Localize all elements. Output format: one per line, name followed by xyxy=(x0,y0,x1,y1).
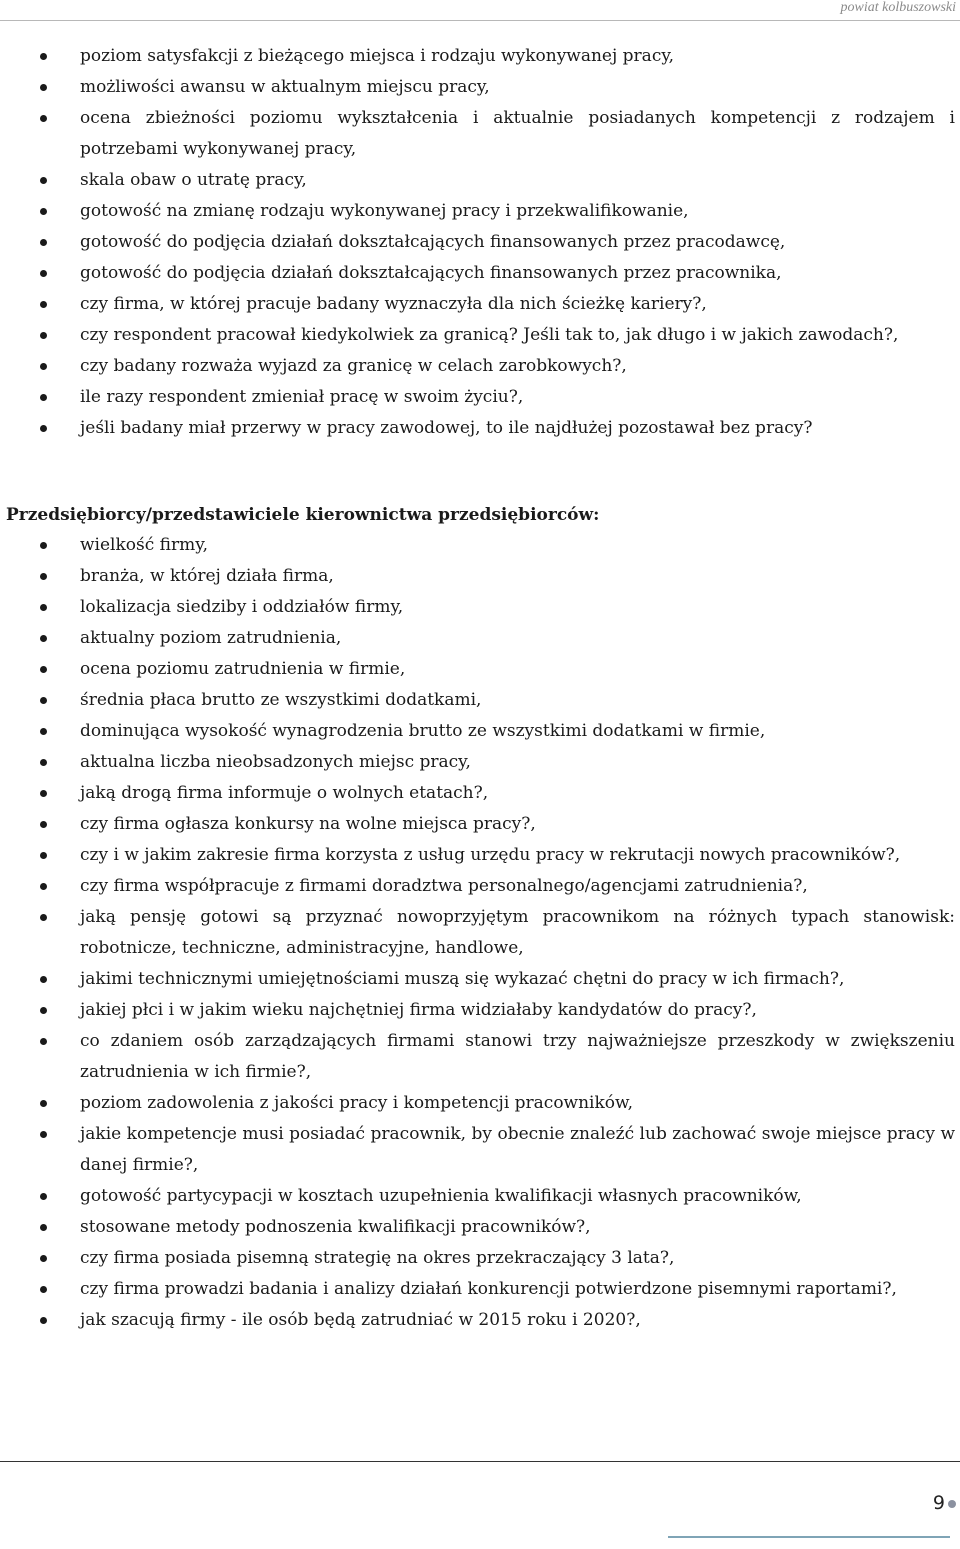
list-item: skala obaw o utratę pracy, xyxy=(0,165,955,196)
list-item: możliwości awansu w aktualnym miejscu pracy, xyxy=(0,72,955,103)
list-item: jaką pensję gotowi są przyznać nowoprzyjętym pracownikom na różnych typach stanowisk: robotnicze, techniczne, administracyjne, handlowe, xyxy=(0,902,955,964)
list-item: jaką drogą firma informuje o wolnych etatach?, xyxy=(0,778,955,809)
list-item: czy firma posiada pisemną strategię na okres przekraczający 3 lata?, xyxy=(0,1243,955,1274)
list-item: czy firma, w której pracuje badany wyznaczyła dla nich ścieżkę kariery?, xyxy=(0,289,955,320)
header-divider xyxy=(0,20,960,21)
list-item: jakie kompetencje musi posiadać pracownik, by obecnie znaleźć lub zachować swoje miejsce pracy w danej firmie?, xyxy=(0,1119,955,1181)
list-item: stosowane metody podnoszenia kwalifikacji pracowników?, xyxy=(0,1212,955,1243)
list-item: poziom satysfakcji z bieżącego miejsca i rodzaju wykonywanej pracy, xyxy=(0,41,955,72)
list-item: gotowość do podjęcia działań dokształcających finansowanych przez pracodawcę, xyxy=(0,227,955,258)
list-item: gotowość do podjęcia działań dokształcających finansowanych przez pracownika, xyxy=(0,258,955,289)
list-item: gotowość partycypacji w kosztach uzupełnienia kwalifikacji własnych pracowników, xyxy=(0,1181,955,1212)
employer-topics-list xyxy=(0,530,955,1336)
list-item: branża, w której działa firma, xyxy=(0,561,955,592)
list-item: czy firma ogłasza konkursy na wolne miejsca pracy?, xyxy=(0,809,955,840)
list-item: jak szacują firmy - ile osób będą zatrudniać w 2015 roku i 2020?, xyxy=(0,1305,955,1336)
list-item: dominująca wysokość wynagrodzenia brutto ze wszystkimi dodatkami w firmie, xyxy=(0,716,955,747)
page-dot-icon xyxy=(948,1500,956,1508)
list-item: jakimi technicznymi umiejętnościami muszą się wykazać chętni do pracy w ich firmach?, xyxy=(0,964,955,995)
section-heading: Przedsiębiorcy/przedstawiciele kierownictwa przedsiębiorców: xyxy=(6,505,600,525)
list-item: jeśli badany miał przerwy w pracy zawodowej, to ile najdłużej pozostawał bez pracy? xyxy=(0,413,955,444)
list-item: czy badany rozważa wyjazd za granicę w celach zarobkowych?, xyxy=(0,351,955,382)
list-item: ocena zbieżności poziomu wykształcenia i aktualnie posiadanych kompetencji z rodzajem i potrzebami wykonywanej pracy, xyxy=(0,103,955,165)
list-item: aktualna liczba nieobsadzonych miejsc pracy, xyxy=(0,747,955,778)
list-item: ile razy respondent zmieniał pracę w swoim życiu?, xyxy=(0,382,955,413)
list-item: czy firma współpracuje z firmami doradztwa personalnego/agencjami zatrudnienia?, xyxy=(0,871,955,902)
list-item: poziom zadowolenia z jakości pracy i kompetencji pracowników, xyxy=(0,1088,955,1119)
list-item: jakiej płci i w jakim wieku najchętniej firma widziałaby kandydatów do pracy?, xyxy=(0,995,955,1026)
list-item: lokalizacja siedziby i oddziałów firmy, xyxy=(0,592,955,623)
list-item: gotowość na zmianę rodzaju wykonywanej pracy i przekwalifikowanie, xyxy=(0,196,955,227)
list-item: aktualny poziom zatrudnienia, xyxy=(0,623,955,654)
list-item: wielkość firmy, xyxy=(0,530,955,561)
running-header: powiat kolbuszowski xyxy=(840,0,956,15)
list-item: czy firma prowadzi badania i analizy działań konkurencji potwierdzone pisemnymi raportami?, xyxy=(0,1274,955,1305)
list-item: czy respondent pracował kiedykolwiek za granicą? Jeśli tak to, jak długo i w jakich zawodach?, xyxy=(0,320,955,351)
footer-accent-line xyxy=(668,1536,950,1538)
list-item: średnia płaca brutto ze wszystkimi dodatkami, xyxy=(0,685,955,716)
list-item: czy i w jakim zakresie firma korzysta z usług urzędu pracy w rekrutacji nowych pracowników?, xyxy=(0,840,955,871)
list-item: co zdaniem osób zarządzających firmami stanowi trzy najważniejsze przeszkody w zwiększeniu zatrudnienia w ich firmie?, xyxy=(0,1026,955,1088)
footer-divider xyxy=(0,1461,960,1462)
page-number: 9 xyxy=(932,1492,945,1514)
respondent-topics-list xyxy=(0,41,955,444)
list-item: ocena poziomu zatrudnienia w firmie, xyxy=(0,654,955,685)
